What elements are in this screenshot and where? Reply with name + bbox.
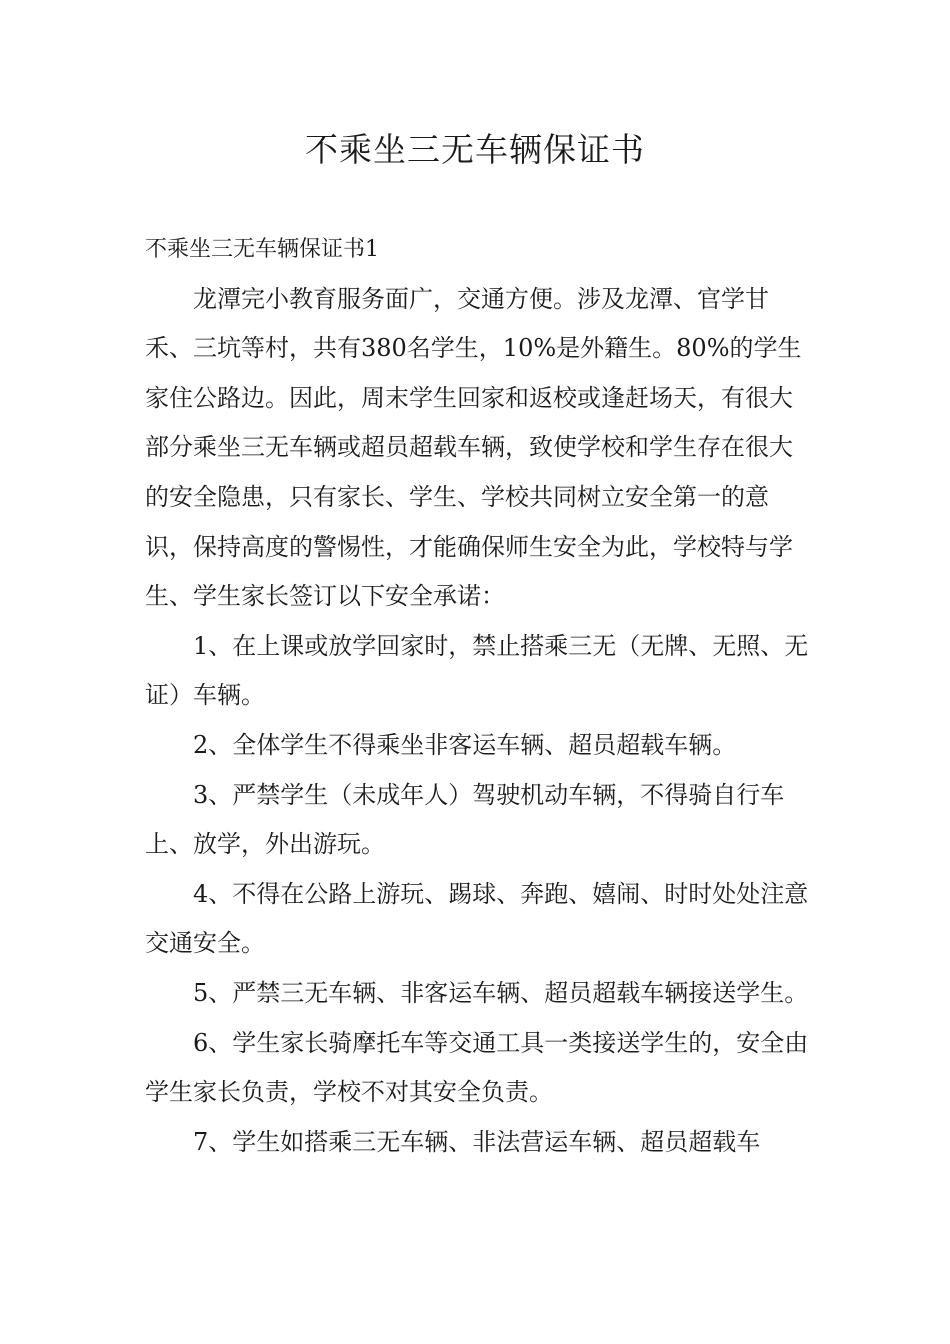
commitment-item-1: 1、在上课或放学回家时，禁止搭乘三无（无牌、无照、无证）车辆。 bbox=[145, 631, 809, 710]
section-heading: 不乘坐三无车辆保证书1 bbox=[145, 237, 379, 262]
document-body bbox=[145, 225, 810, 1167]
intro-paragraph: 龙潭完小教育服务面广，交通方便。涉及龙潭、官学甘禾、三坑等村，共有380名学生，10%是外籍生。80%的学生家住公路边。因此，周末学生回家和返校或逢赶场天，有很大部分乘坐三无车辆或超员超载车辆，致使学校和学生存在很大的安全隐患，只有家长、学生、学校共同树立安全第一的意识，保持高度的警惕性，才能确保师生安全为此，学校特与学生、学生家长签订以下安全承诺： bbox=[145, 284, 802, 611]
commitment-item-2: 2、全体学生不得乘坐非客运车辆、超员超载车辆。 bbox=[193, 730, 737, 759]
commitment-item-7: 7、学生如搭乘三无车辆、非法营运车辆、超员超载车 bbox=[193, 1127, 761, 1156]
commitment-item-5: 5、严禁三无车辆、非客运车辆、超员超载车辆接送学生。 bbox=[193, 978, 809, 1007]
commitment-item-6: 6、学生家长骑摩托车等交通工具一类接送学生的，安全由学生家长负责，学校不对其安全负责。 bbox=[145, 1028, 809, 1107]
document-title: 不乘坐三无车辆保证书 bbox=[305, 130, 645, 169]
commitment-item-4: 4、不得在公路上游玩、踢球、奔跑、嬉闹、时时处处注意交通安全。 bbox=[145, 879, 809, 958]
commitment-item-3: 3、严禁学生（未成年人）驾驶机动车辆，不得骑自行车上、放学，外出游玩。 bbox=[145, 780, 785, 859]
